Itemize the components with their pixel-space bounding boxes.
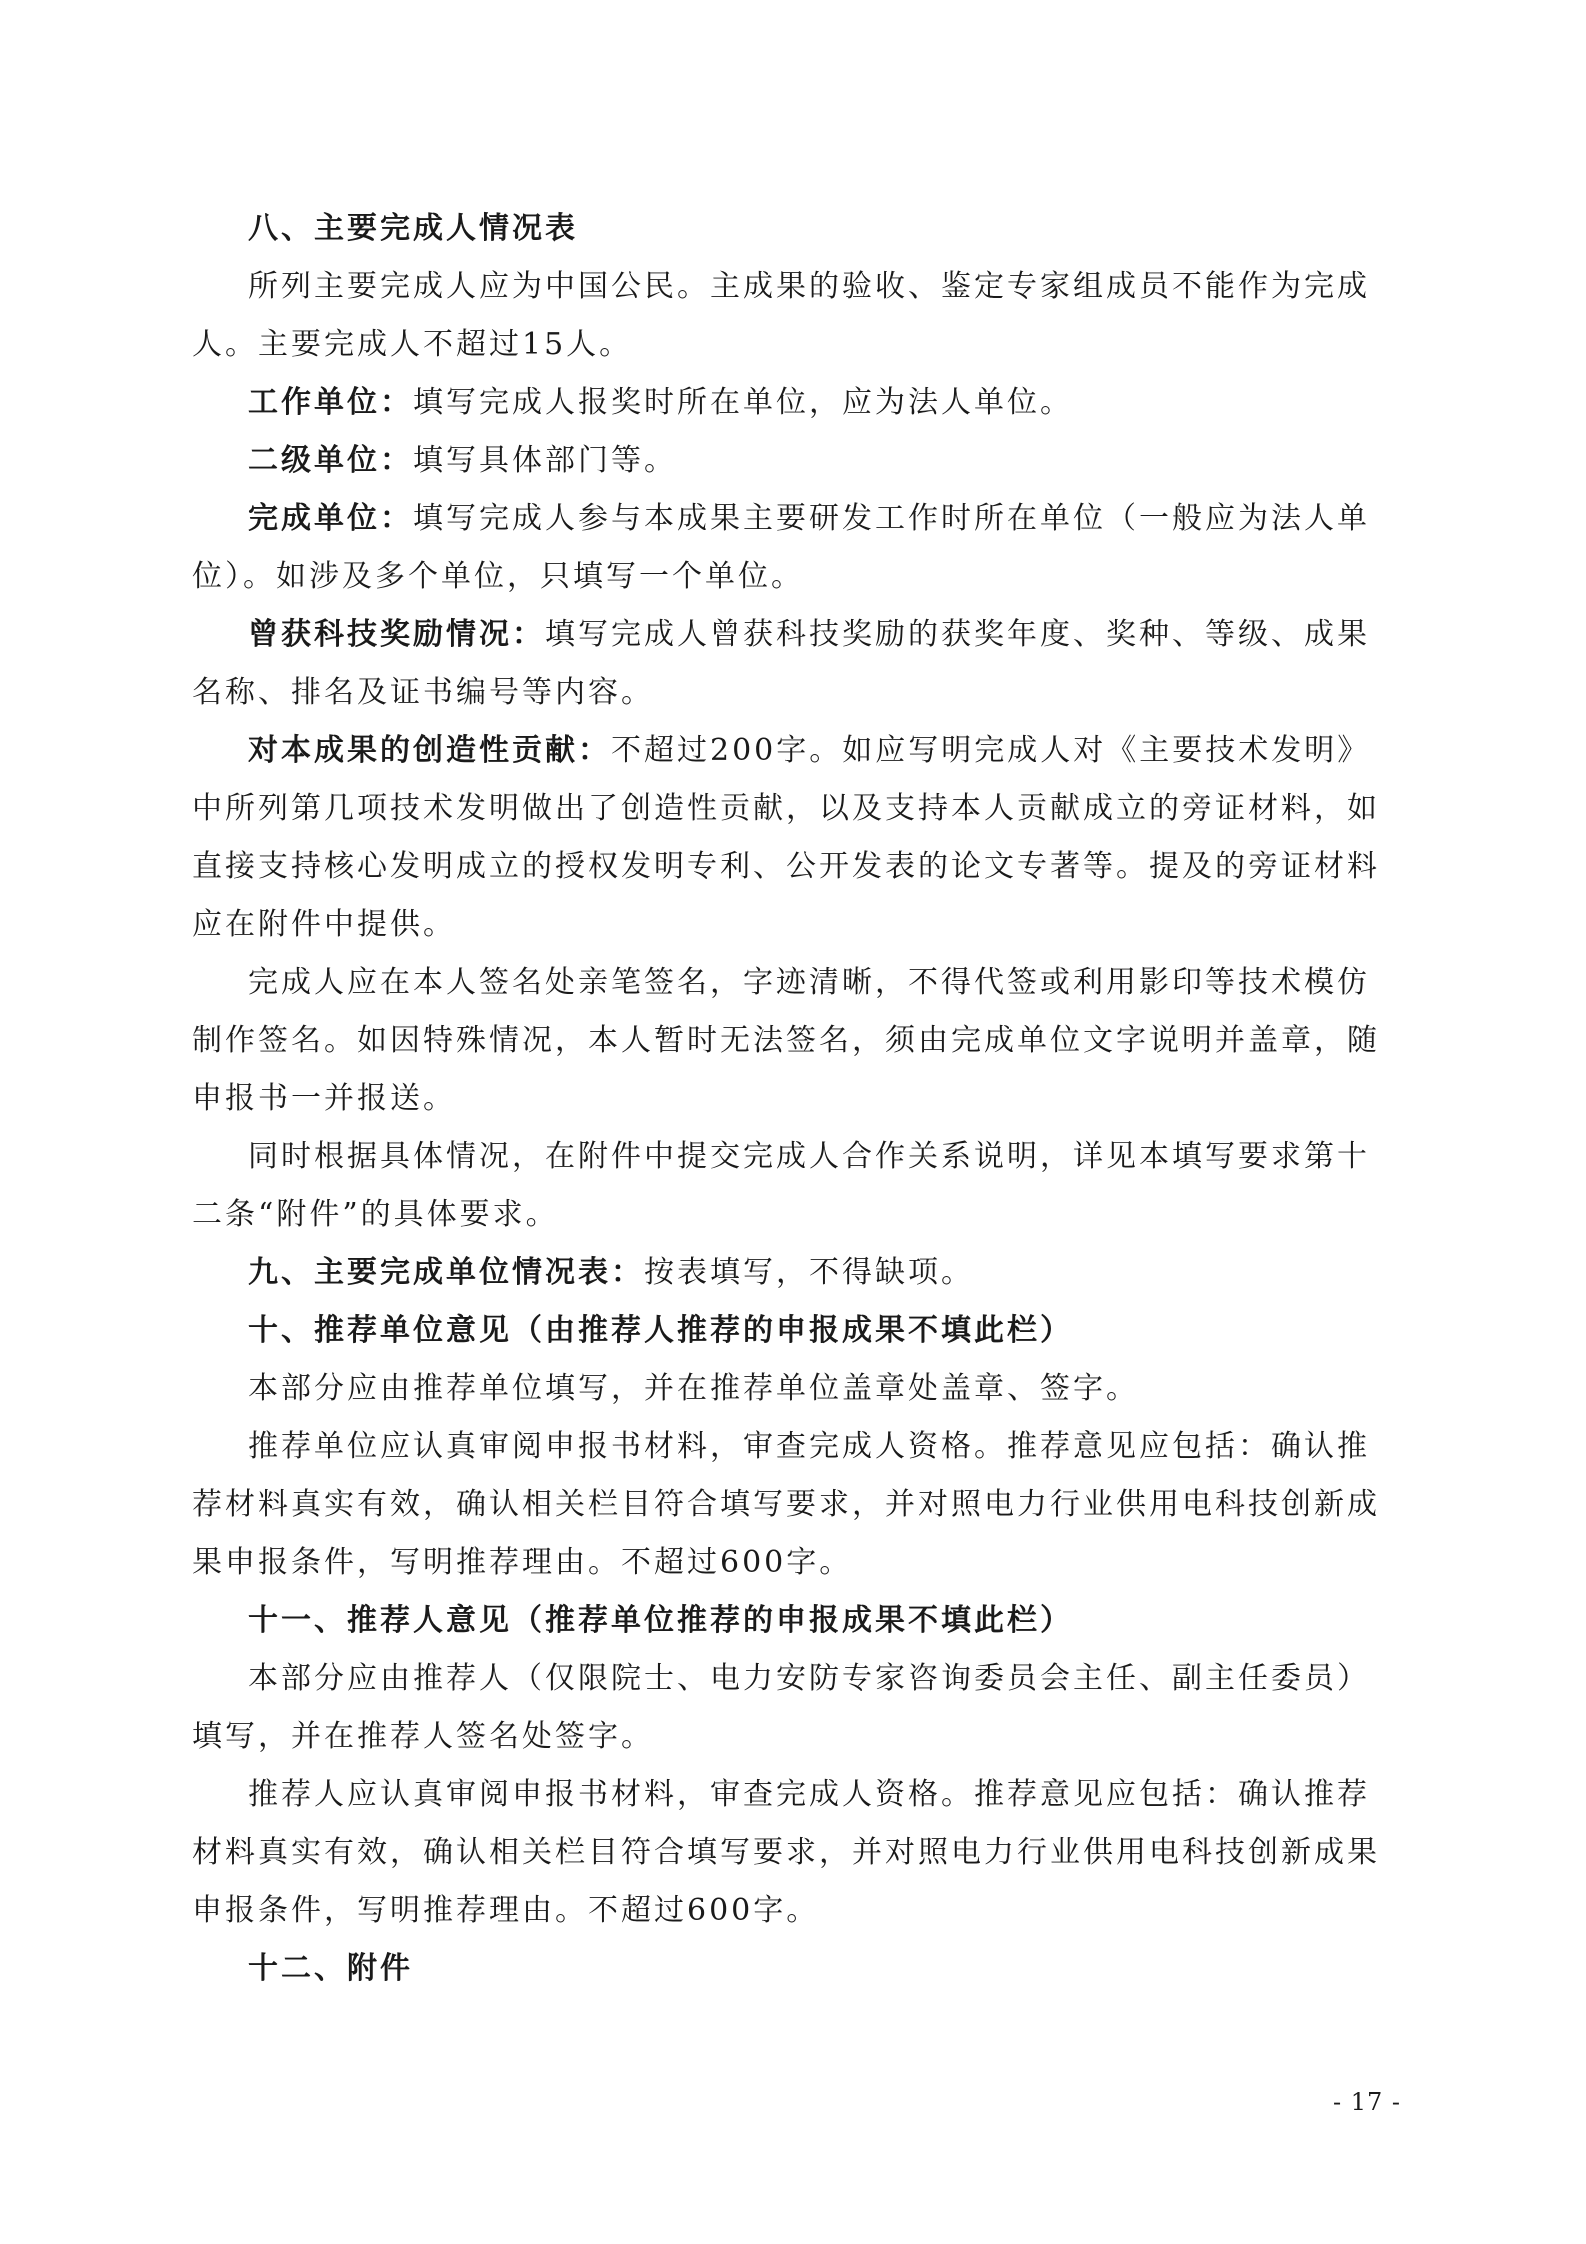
awards-text: 填写完成人曾获科技奖励的获奖年度、奖种、等级、成果名称、排名及证书编号等内容。 xyxy=(192,617,1370,710)
section-8-paragraph: 所列主要完成人应为中国公民。主成果的验收、鉴定专家组成员不能作为完成人。主要完成人不超过15人。 xyxy=(192,269,1370,362)
section-9-paragraph xyxy=(192,1244,1402,1302)
work-unit-paragraph xyxy=(192,374,1402,432)
second-unit-paragraph xyxy=(192,432,1402,490)
second-unit-text: 填写具体部门等。 xyxy=(413,443,677,478)
contribution-text: 不超过200字。如应写明完成人对《主要技术发明》中所列第几项技术发明做出了创造性贡献，以及支持本人贡献成立的旁证材料，如直接支持核心发明成立的授权发明专利、公开发表的论文专著等。提及的旁证材料应在附件中提供。 xyxy=(192,733,1380,942)
section-11-paragraph-1: 本部分应由推荐人（仅限院士、电力安防专家咨询委员会主任、副主任委员）填写，并在推荐人签名处签字。 xyxy=(192,1661,1370,1754)
section-11-heading: 十一、推荐人意见（推荐单位推荐的申报成果不填此栏） xyxy=(248,1603,1073,1638)
section-8-heading: 八、主要完成人情况表 xyxy=(248,211,578,246)
section-11-paragraph-2: 推荐人应认真审阅申报书材料，审查完成人资格。推荐意见应包括：确认推荐材料真实有效，确认相关栏目符合填写要求，并对照电力行业供用电科技创新成果申报条件，写明推荐理由。不超过600字。 xyxy=(192,1777,1380,1928)
contribution-label: 对本成果的创造性贡献： xyxy=(248,733,611,768)
section-9-heading: 九、主要完成单位情况表： xyxy=(248,1255,644,1290)
section-10-heading: 十、推荐单位意见（由推荐人推荐的申报成果不填此栏） xyxy=(248,1313,1073,1348)
section-9-text: 按表填写，不得缺项。 xyxy=(644,1255,974,1290)
complete-unit-label: 完成单位： xyxy=(248,501,413,536)
second-unit-label: 二级单位： xyxy=(248,443,413,478)
document-body xyxy=(192,200,1402,1998)
complete-unit-text: 填写完成人参与本成果主要研发工作时所在单位（一般应为法人单位）。如涉及多个单位，只填写一个单位。 xyxy=(192,501,1370,594)
work-unit-label: 工作单位： xyxy=(248,385,413,420)
awards-label: 曾获科技奖励情况： xyxy=(248,617,545,652)
section-12-heading: 十二、附件 xyxy=(248,1951,413,1986)
work-unit-text: 填写完成人报奖时所在单位，应为法人单位。 xyxy=(413,385,1073,420)
signature-paragraph: 完成人应在本人签名处亲笔签名，字迹清晰，不得代签或利用影印等技术模仿制作签名。如因特殊情况，本人暂时无法签名，须由完成单位文字说明并盖章，随申报书一并报送。 xyxy=(192,965,1380,1116)
section-10-paragraph-2: 推荐单位应认真审阅申报书材料，审查完成人资格。推荐意见应包括：确认推荐材料真实有效，确认相关栏目符合填写要求，并对照电力行业供用电科技创新成果申报条件，写明推荐理由。不超过600字。 xyxy=(192,1429,1380,1580)
complete-unit-paragraph xyxy=(192,490,1402,606)
section-10-paragraph-1: 本部分应由推荐单位填写，并在推荐单位盖章处盖章、签字。 xyxy=(248,1371,1139,1406)
awards-paragraph xyxy=(192,606,1402,722)
page-number: - 17 - xyxy=(1332,2088,1401,2116)
contribution-paragraph xyxy=(192,722,1402,954)
attachment-note-paragraph: 同时根据具体情况，在附件中提交完成人合作关系说明，详见本填写要求第十二条“附件”的具体要求。 xyxy=(192,1139,1370,1232)
